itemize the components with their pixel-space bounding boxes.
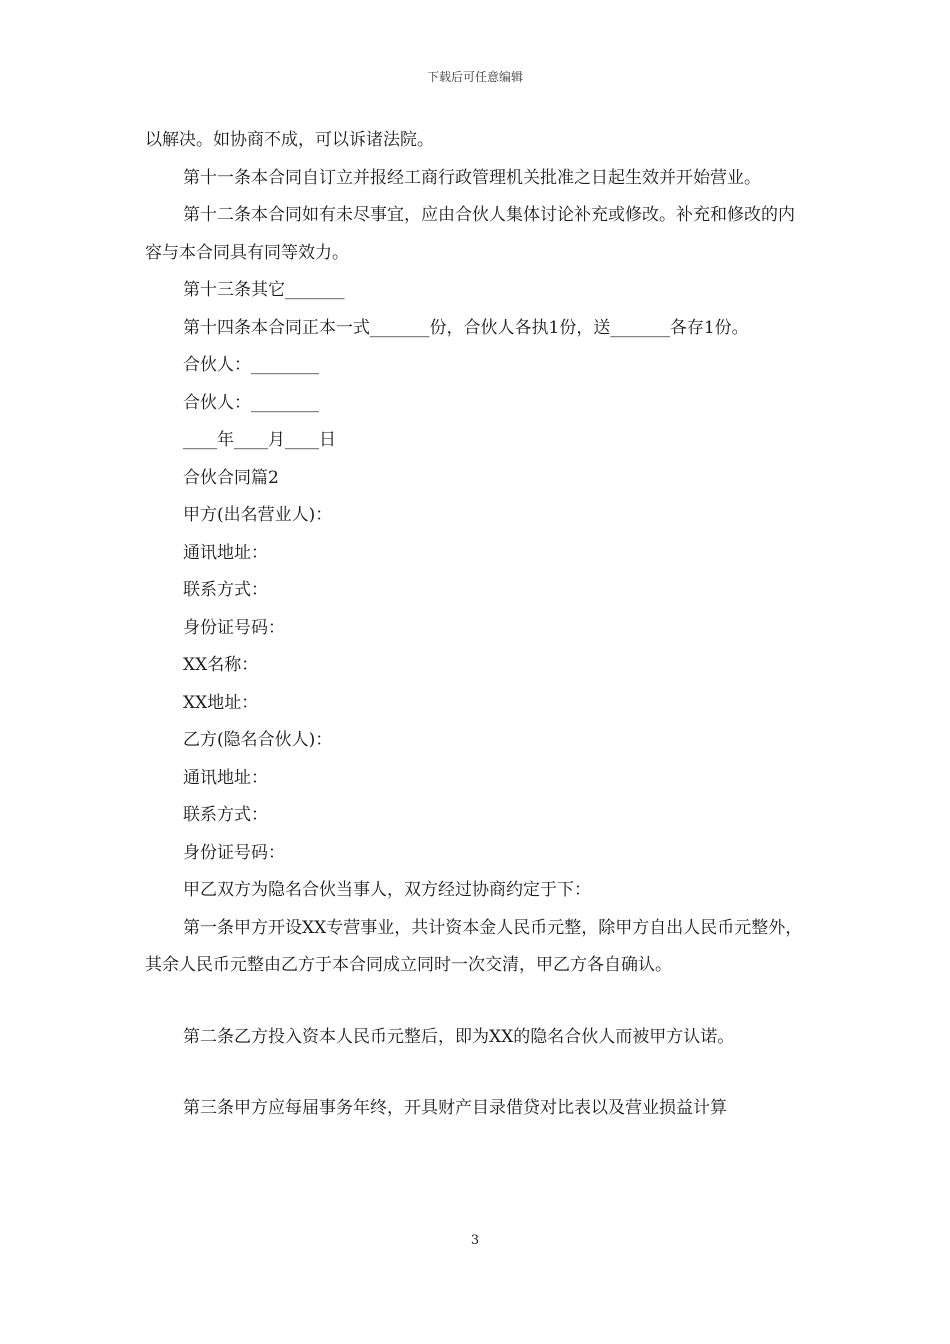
page-number: 3 bbox=[470, 1233, 480, 1248]
field-label: 通讯地址： bbox=[183, 767, 268, 788]
header-note: 下载后可任意编辑 bbox=[426, 70, 523, 84]
field-label: 联系方式： bbox=[183, 805, 268, 825]
paragraph: 第一条甲方开设XX专营事业，共计资本金人民币元整，除甲方自出人民币元整外，其余人民币元整由乙方于本合同成立同时一次交清，甲乙方各自确认。 bbox=[145, 917, 803, 975]
paragraph: 以解决。如协商不成，可以诉诸法院。 bbox=[145, 130, 434, 150]
field-label: 身份证号码： bbox=[183, 842, 285, 863]
field-label: XX名称： bbox=[183, 655, 259, 675]
field-label: 通讯地址： bbox=[183, 542, 268, 563]
field-label: 身份证号码： bbox=[183, 617, 285, 638]
date-line: ____年____月____日 bbox=[183, 430, 336, 450]
paragraph: 第十三条其它_______ bbox=[183, 280, 345, 300]
field-label: XX地址： bbox=[183, 692, 259, 713]
document-body bbox=[145, 122, 810, 1128]
party-label: 甲方(出名营业人)： bbox=[183, 505, 333, 525]
paragraph: 第十一条本合同自订立并报经工商行政管理机关批准之日起生效并开始营业。 bbox=[183, 167, 761, 188]
paragraph: 第二条乙方投入资本人民币元整后，即为XX的隐名合伙人而被甲方认诺。 bbox=[183, 1026, 735, 1047]
section-title: 合伙合同篇2 bbox=[183, 467, 279, 488]
signature-line: 合伙人：________ bbox=[183, 392, 319, 413]
party-label: 乙方(隐名合伙人)： bbox=[183, 730, 333, 750]
signature-line: 合伙人：________ bbox=[183, 355, 319, 375]
paragraph: 第十四条本合同正本一式_______份，合伙人各执1份，送_______各存1份。 bbox=[183, 317, 749, 338]
field-label: 联系方式： bbox=[183, 580, 268, 600]
paragraph: 第三条甲方应每届事务年终，开具财产目录借贷对比表以及营业损益计算 bbox=[183, 1098, 727, 1118]
paragraph: 第十二条本合同如有未尽事宜，应由合伙人集体讨论补充或修改。补充和修改的内容与本合同具有同等效力。 bbox=[145, 205, 795, 263]
paragraph: 甲乙双方为隐名合伙当事人，双方经过协商约定于下： bbox=[183, 880, 591, 900]
